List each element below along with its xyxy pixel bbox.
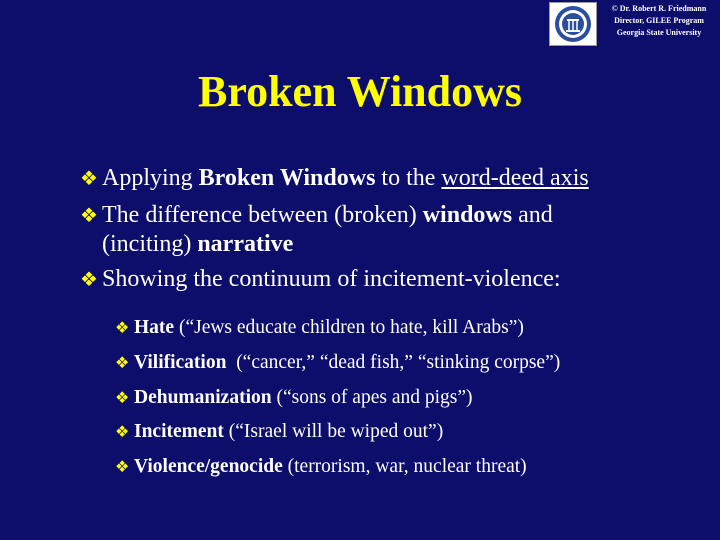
credit-line: Georgia State University	[616, 28, 702, 37]
seal-icon	[550, 3, 596, 45]
sub-bullet-item	[115, 420, 715, 444]
university-logo	[549, 2, 597, 46]
diamond-bullet-icon: ❖	[115, 387, 130, 407]
sub-bullet-term: Vilification	[134, 351, 227, 373]
diamond-bullet-icon: ❖	[80, 203, 98, 227]
diamond-bullet-icon: ❖	[115, 422, 130, 442]
sub-bullet-term: Hate	[134, 317, 175, 338]
bullet-text: to the	[375, 165, 442, 191]
bullet-text: Showing the continuum of incitement-violence:	[102, 266, 561, 292]
bullet-bold: narrative	[197, 231, 294, 257]
sub-bullet-item	[115, 386, 715, 410]
diamond-bullet-icon: ❖	[115, 352, 130, 372]
sub-bullet-text: (“Jews educate children to hate, kill Arabs”)	[174, 317, 524, 338]
sub-bullet-term: Incitement	[134, 421, 224, 443]
bullet-underline: word-deed axis	[441, 165, 589, 191]
sub-bullet-list	[115, 316, 715, 490]
sub-bullet-item	[115, 351, 715, 375]
sub-bullet-text: (terrorism, war, nuclear threat)	[282, 456, 527, 478]
diamond-bullet-icon: ❖	[115, 318, 130, 337]
sub-bullet-item	[115, 455, 715, 479]
slide-title: Broken Windows	[197, 67, 523, 116]
sub-bullet-term: Violence/genocide	[134, 456, 283, 478]
credit-block	[598, 3, 720, 39]
credit-line: © Dr. Robert R. Friedmann	[611, 4, 707, 13]
sub-bullet-text: (“Israel will be wiped out”)	[223, 421, 444, 443]
bullet-item	[80, 201, 710, 259]
bullet-text: The difference between (broken)	[102, 202, 423, 228]
bullet-item	[80, 265, 710, 294]
diamond-bullet-icon: ❖	[80, 267, 98, 291]
sub-bullet-text: (“cancer,” “dead fish,” “stinking corpse”)	[226, 351, 561, 373]
sub-bullet-term: Dehumanization	[134, 386, 272, 408]
diamond-bullet-icon: ❖	[80, 166, 98, 190]
bullet-bold: Broken Windows	[198, 165, 376, 191]
bullet-text: (inciting)	[102, 231, 198, 257]
sub-bullet-item	[115, 316, 715, 340]
bullet-text: and	[512, 202, 553, 228]
sub-bullet-text: (“sons of apes and pigs”)	[271, 386, 473, 408]
bullet-bold: windows	[422, 202, 513, 228]
bullet-list	[80, 164, 710, 302]
bullet-item	[80, 164, 710, 193]
credit-line: Director, GILEE Program	[614, 16, 704, 25]
diamond-bullet-icon: ❖	[115, 457, 130, 477]
bullet-text: Applying	[102, 165, 199, 191]
